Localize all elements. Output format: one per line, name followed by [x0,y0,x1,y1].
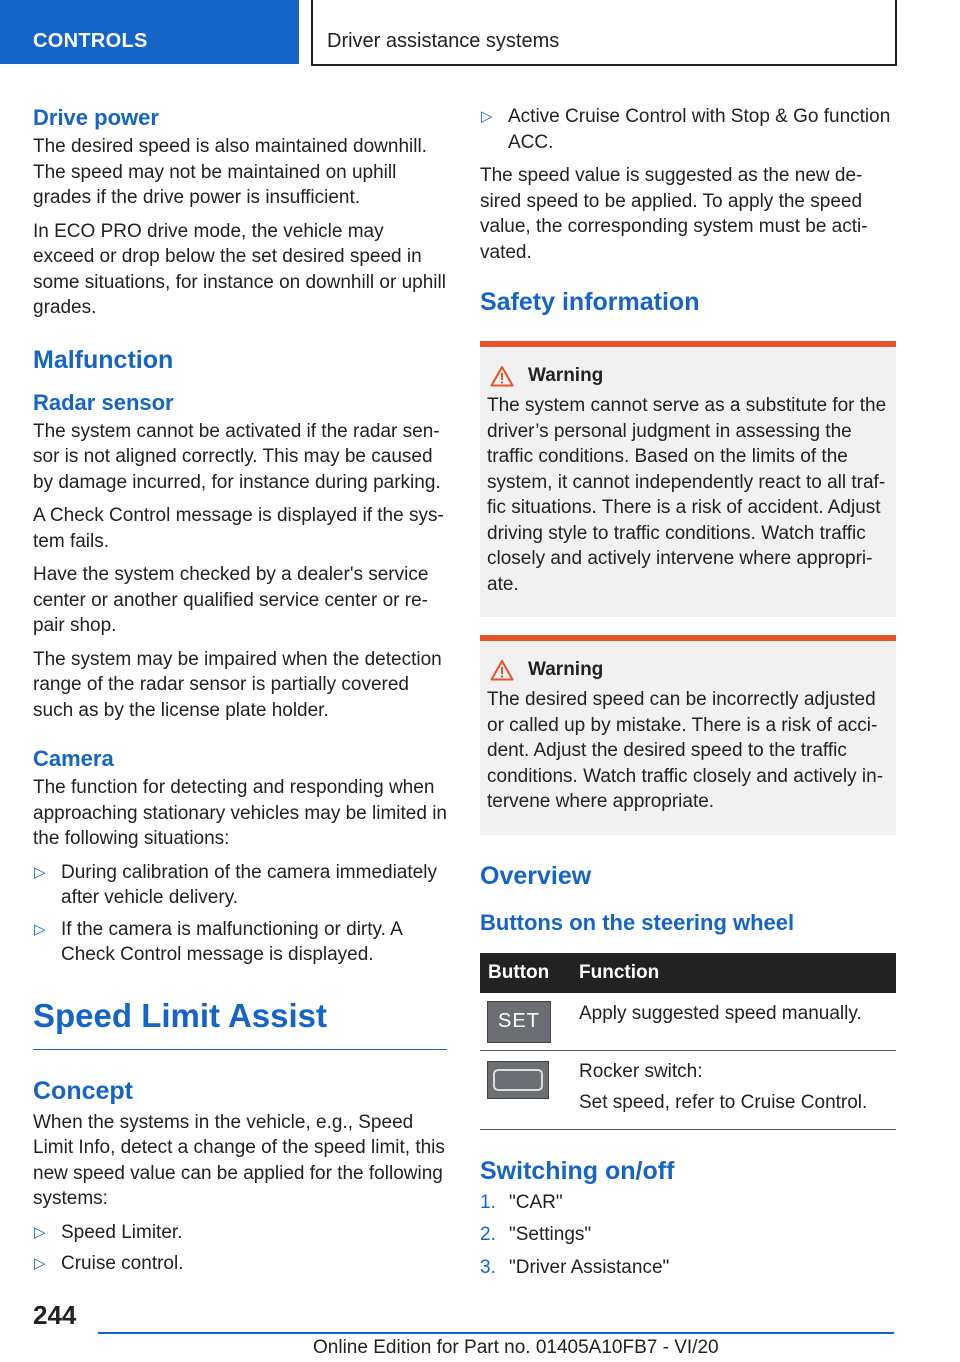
concept-p1: When the systems in the vehicle, e.g., Speed Limit Info, detect a change of the speed limit, this new speed value can be applied for the following systems: [33,1111,445,1209]
warning-triangle-icon [490,659,514,681]
warning-triangle-icon [490,365,514,387]
radar-p1: The system cannot be activated if the radar sensor is not aligned correctly. This may be caused by damage incurred, for instance during parking. [33,420,441,493]
warning-text: The desired speed can be incorrectly adjusted or called up by mistake. There is a risk of accident. Adjust the desired speed to the traffic conditions. Watch traffic closely and actively intervene where appropriate. [487,689,884,812]
radar-sensor-heading: Radar sensor [33,389,174,415]
section-divider [33,1049,447,1050]
function-text: Rocker switch: [579,1060,703,1082]
table-row [480,1050,896,1129]
triangle-bullet-icon: ▷ [34,1255,46,1272]
triangle-bullet-icon: ▷ [481,108,493,125]
buttons-table [480,953,896,1130]
list-item: 3. "Driver Assistance" [480,1256,670,1278]
drive-power-heading: Drive power [33,105,159,130]
right-column [480,104,896,1287]
section-title: CONTROLS [33,30,148,52]
footer-divider [98,1332,894,1334]
concept-heading: Concept [33,1076,133,1105]
buttons-heading: Buttons on the steering wheel [480,909,795,935]
warning-title: Warning [528,659,604,680]
camera-heading: Camera [33,746,114,771]
section-tab [0,0,299,64]
suggested-speed-p: The speed value is suggested as the new desired speed to be applied. To apply the speed value, the corresponding system must be activated. [480,165,868,263]
safety-heading: Safety information [480,288,700,316]
drive-power-p1: The desired speed is also maintained downhill. The speed may not be maintained on uphill grades if the drive power is insufficient. [33,136,427,208]
table-header-button: Button [480,953,573,993]
rocker-switch-icon [487,1061,549,1099]
table-row [480,993,896,1051]
acc-list [480,104,896,155]
function-text: Set speed, refer to Cruise Control. [579,1091,868,1113]
page-number: 244 [33,1300,77,1330]
list-item: ▷ If the camera is malfunctioning or dirty. A Check Control message is displayed. [34,918,402,965]
camera-list [33,860,447,968]
camera-p1: The function for detecting and responding when approaching stationary vehicles may be limited in the following situations: [33,777,447,849]
edition-footer: Online Edition for Part no. 01405A10FB7 - VI/20 [313,1337,719,1358]
chapter-tab [311,0,897,66]
switching-heading: Switching on/off [480,1156,675,1185]
list-item: 2. "Settings" [480,1224,592,1245]
table-header-function: Function [573,953,896,993]
list-item: ▷ Cruise control. [33,1251,447,1277]
speed-limit-assist-heading: Speed Limit Assist [33,996,328,1034]
list-item: ▷ During calibration of the camera immediately after vehicle delivery. [34,861,437,908]
concept-list [33,1220,447,1277]
radar-p3: Have the system checked by a dealer's service center or another qualified service center or repair shop. [33,564,429,636]
warning-box [480,341,896,617]
chapter-title: Driver assistance systems [327,30,560,52]
radar-p2: A Check Control message is displayed if the system fails. [33,505,444,552]
radar-p4: The system may be impaired when the detection range of the radar sensor is partially covered such as by the license plate holder. [33,648,442,721]
list-item: ▷ Speed Limiter. [33,1220,447,1246]
function-text: Apply suggested speed manually. [579,1002,862,1024]
warning-title: Warning [528,365,604,386]
malfunction-heading: Malfunction [33,345,174,374]
overview-heading: Overview [480,861,592,890]
warning-text: The system cannot serve as a substitute for the driver’s personal judgment in assessing the traffic conditions. Based on the limits of the system, it cannot independently react to all traffic situations. There is a risk of accident. Adjust driving style to traffic conditions. Watch traffic closely and actively intervene where appropriate. [487,395,887,595]
drive-power-p2: In ECO PRO drive mode, the vehicle may exceed or drop below the set desired speed in some situations, for instance on downhill or uphill grades. [33,220,446,318]
triangle-bullet-icon: ▷ [34,1223,46,1241]
switching-steps [480,1190,896,1281]
warning-box [480,635,896,835]
set-button-icon: SET [487,1001,551,1043]
triangle-bullet-icon: ▷ [34,920,46,938]
left-column [33,100,447,1285]
list-item: ▷ Active Cruise Control with Stop & Go function ACC. [481,106,891,153]
list-item: 1. "CAR" [480,1191,563,1213]
triangle-bullet-icon: ▷ [34,863,46,881]
